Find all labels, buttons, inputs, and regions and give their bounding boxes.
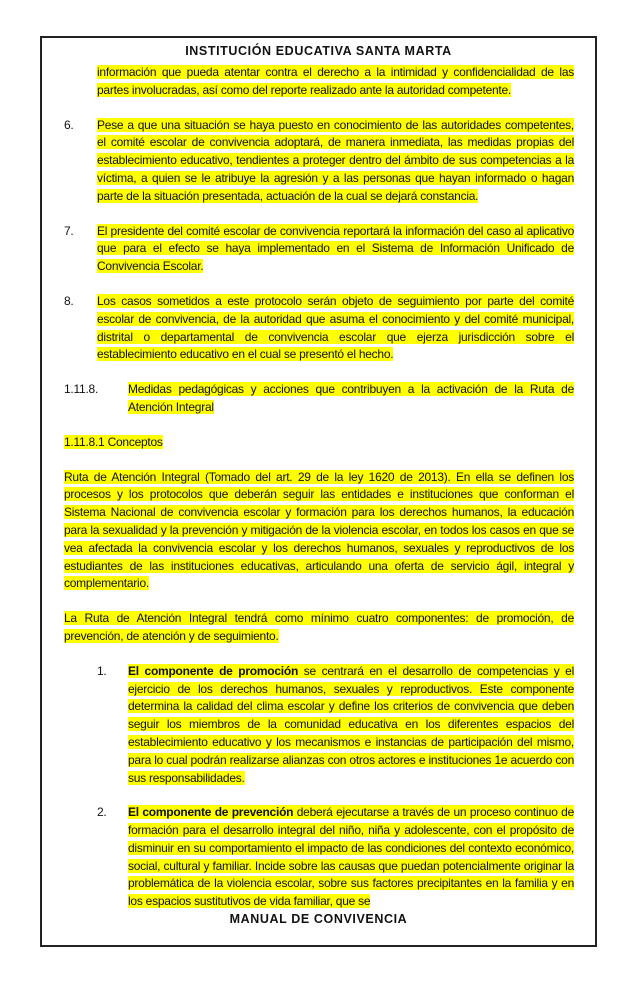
list-number: 6. [64,117,74,132]
component-number: 1. [97,663,107,678]
component-text: se centrará en el desarrollo de competencias y el ejercicio de los derechos humanos, sexuales y reproductivos. Este componente determina la calidad del clima escolar y define los criterios de convivencia que deben seguir los miembros de la comunidad educativa en los diferentes espacios del establecimiento educativo y los mecanismos e instancias de participación del mismo, para lo cual podrán realizarse alianzas con otros actores e instituciones 1e acuerdo con sus responsabilidades. [128,663,574,785]
continuation-paragraph [64,64,574,100]
section-number: 1.11.8. [64,382,99,397]
list-item-6 [64,117,574,206]
section-heading [64,381,574,417]
list-item-8 [64,293,574,364]
component-number: 2. [97,805,107,820]
component-text: deberá ejecutarse a través de un proceso continuo de formación para el desarrollo integral del niño, niña y adolescente, con el propósito de disminuir en su comportamiento el impacto de las condiciones del contexto económico, social, cultural y familiar. Incide sobre las causas que puedan potencialmente originar la problemática de la violencia escolar, sobre sus factores precipitantes en la familia y en los espacios sustitutivos de vida familiar, que se [128,805,574,909]
component-item-prevencion [64,804,574,911]
list-item-text: El presidente del comité escolar de convivencia reportará la información del caso al aplicativo que para el efecto se haya implementado en el Sistema de Información Unificado de Convivencia Escolar. [97,223,574,274]
section-title: Medidas pedagógicas y acciones que contribuyen a la activación de la Ruta de Atención Integral [128,382,574,414]
list-number: 8. [64,293,74,308]
list-item-7 [64,223,574,276]
component-title: El componente de prevención [128,805,294,820]
list-item-text: Los casos sometidos a este protocolo serán objeto de seguimiento por parte del comité escolar de convivencia, de la autoridad que asuma el conocimiento y del comité municipal, distrital o departamental de convivencia escolar que ejerza jurisdicción sobre el establecimiento educativo en el cual se presentó el hecho. [97,293,574,362]
list-number: 7. [64,223,74,238]
continuation-text: información que pueda atentar contra el derecho a la intimidad y confidencialidad de las partes involucradas, así como del reporte realizado ante la autoridad competente. [97,65,574,97]
component-title: El componente de promoción [128,663,299,678]
component-item-promocion [64,663,574,788]
list-item-text: Pese a que una situación se haya puesto en conocimiento de las autoridades competentes, el comité escolar de convivencia adoptará, de manera inmediata, las medidas propias del establecimiento educativo, tendientes a proteger dentro del ámbito de sus competencias a la víctima, a quien se le atribuye la agresión y a las personas que hayan informado o hagan parte de la situación presentada, actuación de la cual se dejará constancia. [97,117,574,203]
subsection-heading: 1.11.8.1 Conceptos [64,434,163,449]
paragraph-ruta: Ruta de Atención Integral (Tomado del art. 29 de la ley 1620 de 2013). En ella se definen los procesos y los protocolos que deberán seguir las entidades e instituciones que conforman el Sistema Nacional de convivencia escolar y formación para los derechos humanos, la educación para la sexualidad y la prevención y mitigación de la violencia escolar, en todos los casos en que se vea afectada la convivencia escolar y los derechos humanos, sexuales y reproductivos de los estudiantes de las instituciones educativas, articulando una oferta de servicio ágil, integral y complementario. [64,469,574,591]
document-body [64,64,574,911]
page-header: INSTITUCIÓN EDUCATIVA SANTA MARTA [185,44,452,58]
page-footer: MANUAL DE CONVIVENCIA [229,912,408,926]
paragraph-componentes: La Ruta de Atención Integral tendrá como mínimo cuatro componentes: de promoción, de prevención, de atención y de seguimiento. [64,611,574,643]
